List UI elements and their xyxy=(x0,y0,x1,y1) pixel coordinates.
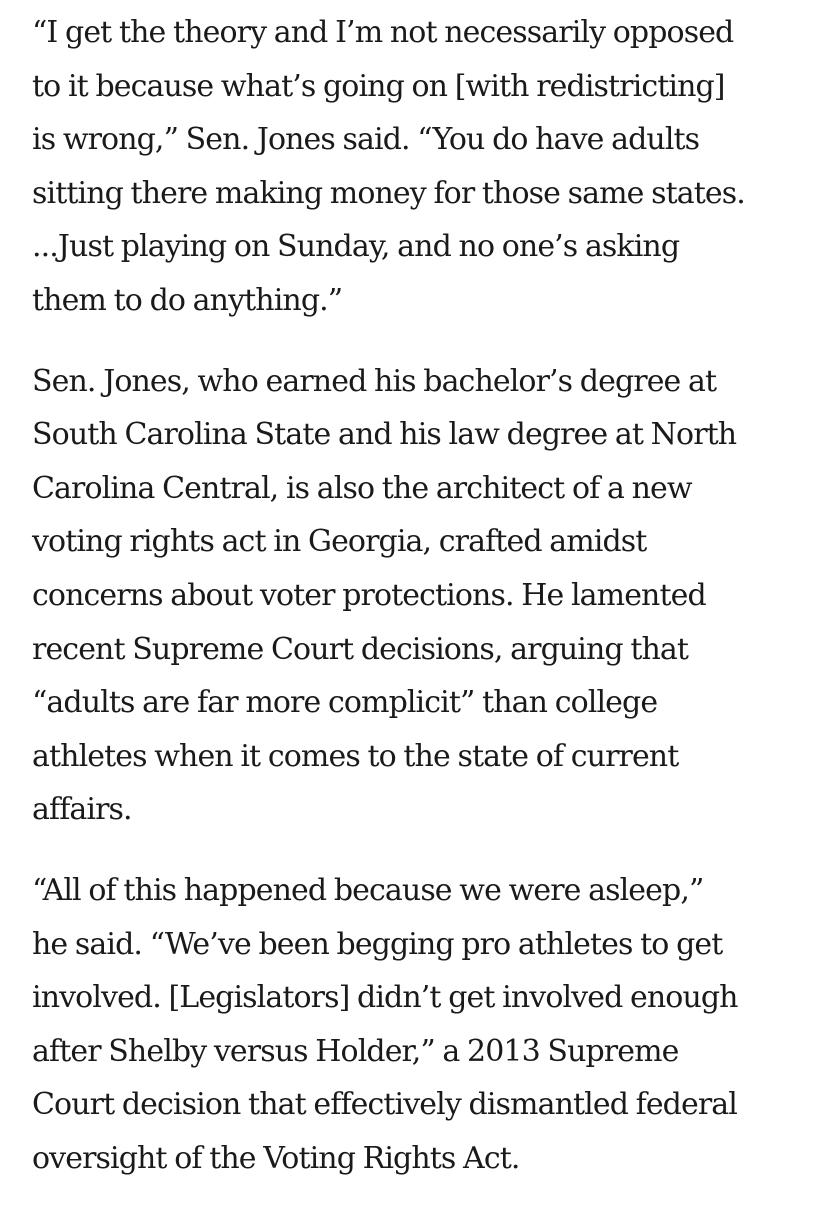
text-line: is wrong,” Sen. Jones said. “You do have adults xyxy=(32,122,700,158)
text-line: ...Just playing on Sunday, and no one’s asking xyxy=(32,229,680,265)
text-line: South Carolina State and his law degree at North xyxy=(32,417,737,453)
text-line: recent Supreme Court decisions, arguing that xyxy=(32,631,689,667)
paragraph-sen-jones-background xyxy=(32,355,812,837)
article-body xyxy=(32,6,812,1212)
text-line: he said. “We’ve been begging pro athletes to get xyxy=(32,926,723,962)
text-line: affairs. xyxy=(32,792,132,828)
text-line: concerns about voter protections. He lamented xyxy=(32,577,706,613)
text-line: to it because what’s going on [with redistricting] xyxy=(32,68,725,104)
text-line: after Shelby versus Holder,” a 2013 Supreme xyxy=(32,1033,679,1069)
text-line: them to do anything.” xyxy=(32,282,343,318)
text-line: “adults are far more complicit” than college xyxy=(32,685,658,721)
text-line: involved. [Legislators] didn’t get involved enough xyxy=(32,980,738,1016)
text-line: sitting there making money for those same states. xyxy=(32,175,745,211)
text-line: Carolina Central, is also the architect of a new xyxy=(32,470,692,506)
text-line: oversight of the Voting Rights Act. xyxy=(32,1140,520,1176)
text-line: athletes when it comes to the state of current xyxy=(32,738,679,774)
text-line: Court decision that effectively dismantled federal xyxy=(32,1087,737,1123)
paragraph-quote-theory xyxy=(32,6,812,328)
text-line: Sen. Jones, who earned his bachelor’s degree at xyxy=(32,363,717,399)
text-line: “I get the theory and I’m not necessarily opposed xyxy=(32,15,734,50)
text-line: “All of this happened because we were asleep,” xyxy=(32,872,704,908)
paragraph-quote-asleep xyxy=(32,864,812,1186)
text-line: voting rights act in Georgia, crafted amidst xyxy=(32,524,647,560)
